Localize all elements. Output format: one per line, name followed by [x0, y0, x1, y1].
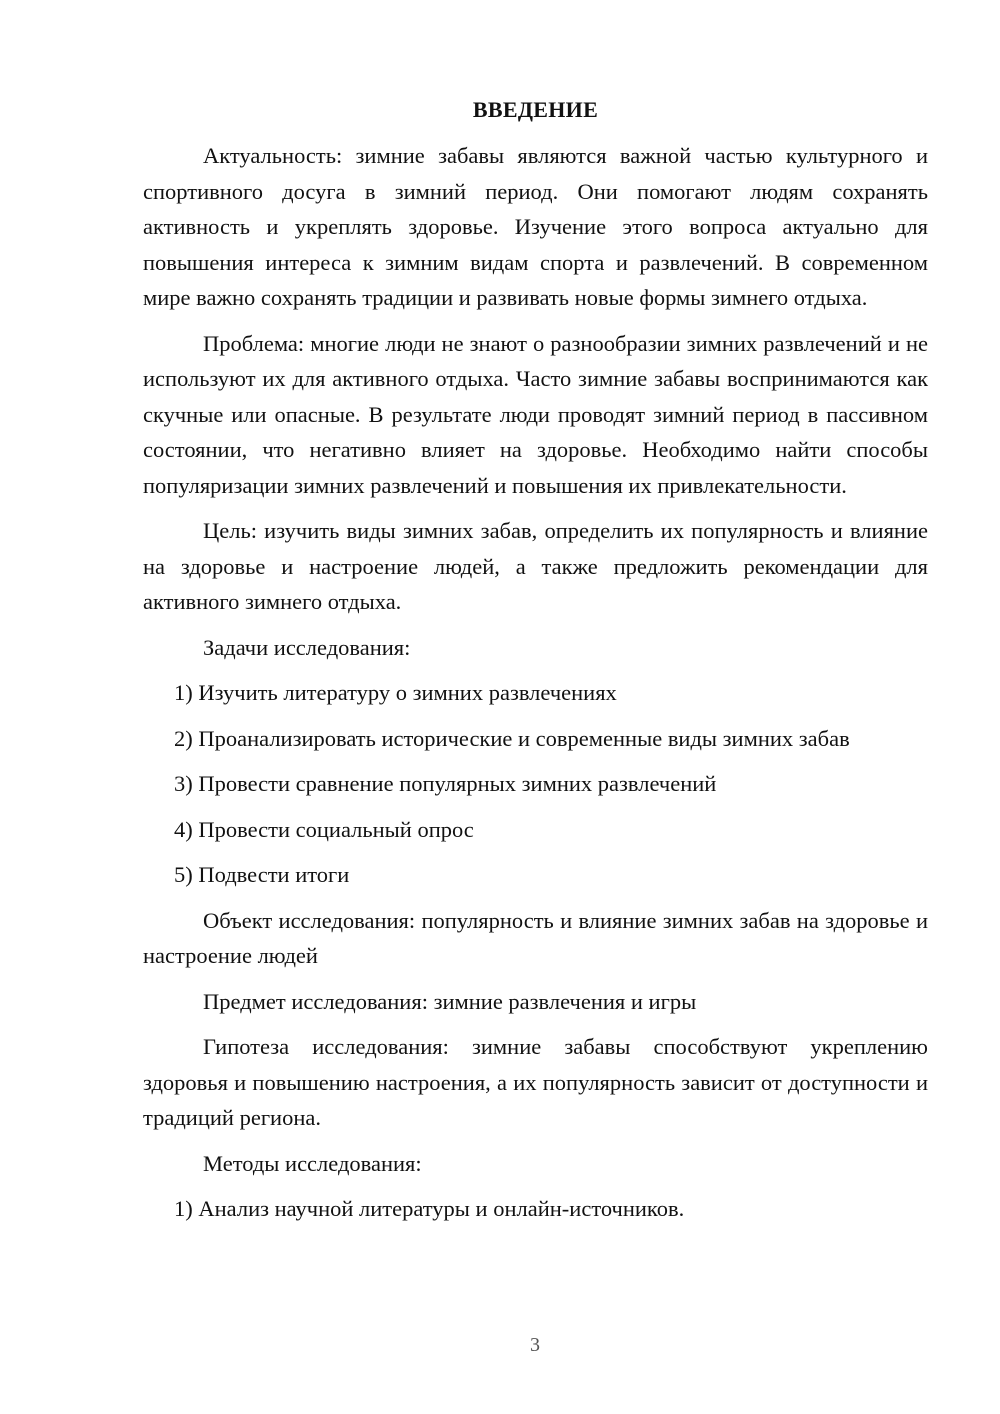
task-item-4: 4) Провести социальный опрос: [174, 816, 474, 842]
document-page: [143, 96, 928, 1237]
method-item-1: 1) Анализ научной литературы и онлайн-источников.: [174, 1196, 685, 1221]
paragraph-hypothesis: Гипотеза исследования: зимние забавы способствуют укреплению здоровья и повышению настроения, а их популярность зависит от доступности и традиций региона.: [143, 1034, 928, 1130]
paragraph-subject: Предмет исследования: зимние развлечения и игры: [203, 988, 697, 1014]
paragraph-goal: Цель: изучить виды зимних забав, определить их популярность и влияние на здоровье и настроение людей, а также предложить рекомендации для активного зимнего отдыха.: [143, 518, 928, 614]
tasks-heading: Задачи исследования:: [203, 634, 411, 660]
task-item-5: 5) Подвести итоги: [174, 862, 350, 887]
task-item-3: 3) Провести сравнение популярных зимних развлечений: [174, 771, 717, 796]
page-number: 3: [530, 1334, 540, 1356]
paragraph-object: Объект исследования: популярность и влияние зимних забав на здоровье и настроение людей: [143, 907, 928, 968]
task-item-2: 2) Проанализировать исторические и современные виды зимних забав: [174, 725, 850, 751]
paragraph-problem: Проблема: многие люди не знают о разнообразии зимних развлечений и не используют их для активного отдыха. Часто зимние забавы воспринимаются как скучные или опасные. В результате люди проводят зимний период в пассивном состоянии, что негативно влияет на здоровье. Необходимо найти способы популяризации зимних развлечений и повышения их привлекательности.: [143, 330, 928, 498]
task-item-1: 1) Изучить литературу о зимних развлечениях: [174, 680, 617, 705]
methods-heading: Методы исследования:: [203, 1150, 422, 1176]
section-title: ВВЕДЕНИЕ: [472, 97, 599, 122]
paragraph-relevance: Актуальность: зимние забавы являются важной частью культурного и спортивного досуга в зимний период. Они помогают людям сохранять активность и укреплять здоровье. Изучение этого вопроса актуально для повышения интереса к зимним видам спорта и развлечений. В современном мире важно сохранять традиции и развивать новые формы зимнего отдыха.: [143, 143, 928, 310]
